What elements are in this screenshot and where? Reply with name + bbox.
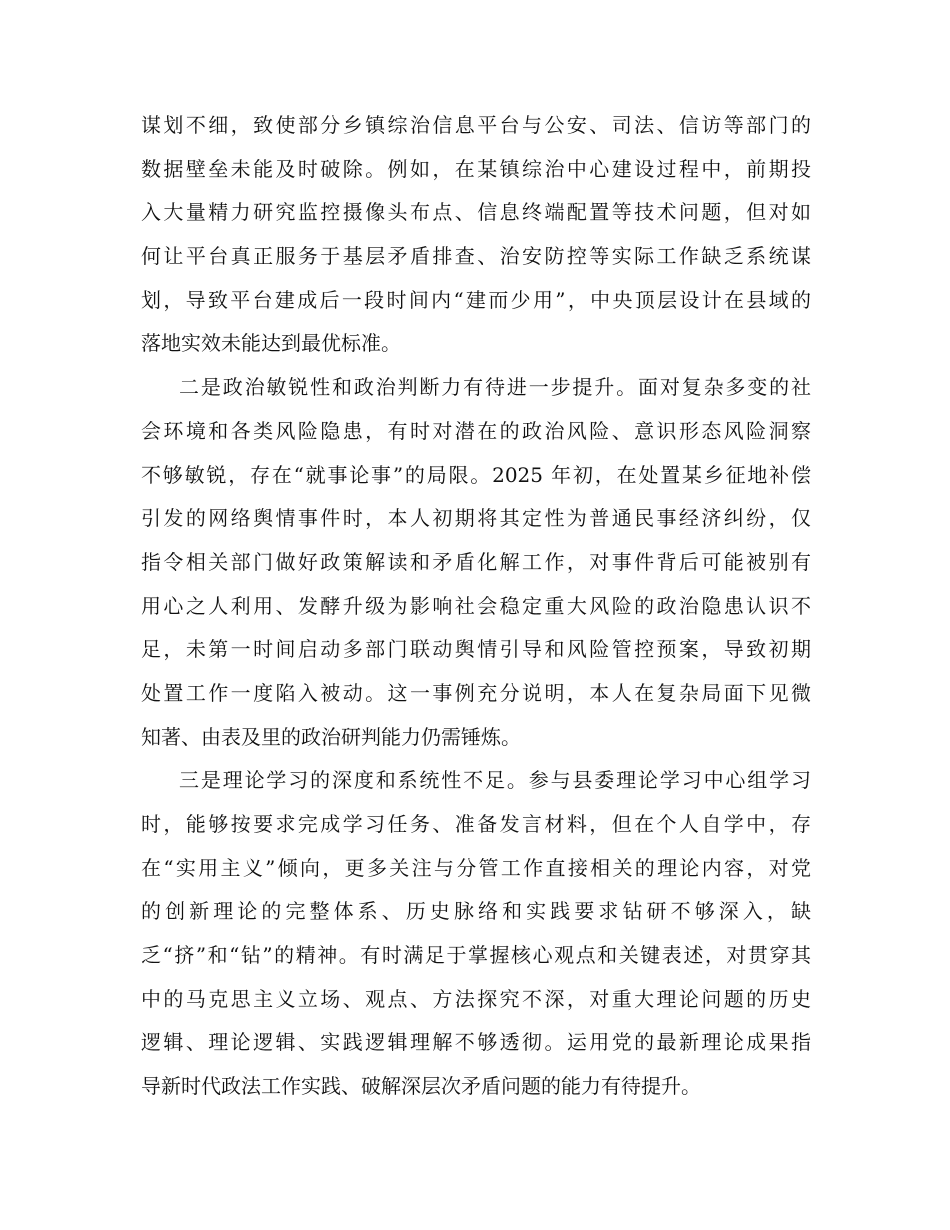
text-line: 三是理论学习的深度和系统性不足。参与县委理论学习中心组学习	[179, 768, 811, 793]
text-line: 处置工作一度陷入被动。这一事例充分说明，本人在复杂局面下见微	[141, 680, 811, 705]
text-line: 乏“挤”和“钻”的精神。有时满足于掌握核心观点和关键表述，对贯穿其	[141, 943, 811, 968]
text-line: 会环境和各类风险隐患，有时对潜在的政治风险、意识形态风险洞察	[141, 418, 811, 443]
paragraph-3	[141, 759, 811, 1109]
text-line: 足，未第一时间启动多部门联动舆情引导和风险管控预案，导致初期	[141, 637, 811, 662]
text-line: 谋划不细，致使部分乡镇综治信息平台与公安、司法、信访等部门的	[141, 113, 811, 137]
text-line: 逻辑、理论逻辑、实践逻辑理解不够透彻。运用党的最新理论成果指	[141, 1030, 811, 1055]
text-line: 数据壁垒未能及时破除。例如，在某镇综治中心建设过程中，前期投	[141, 156, 811, 181]
text-line: 何让平台真正服务于基层矛盾排查、治安防控等实际工作缺乏系统谋	[141, 244, 811, 269]
text-line: 划，导致平台建成后一段时间内“建而少用”，中央顶层设计在县域的	[141, 287, 811, 312]
text-line: 时，能够按要求完成学习任务、准备发言材料，但在个人自学中，存	[141, 812, 811, 836]
text-line: 不够敏锐，存在“就事论事”的局限。2025 年初，在处置某乡征地补偿	[141, 462, 811, 487]
paragraph-2	[141, 366, 811, 759]
body-text	[141, 104, 811, 1109]
text-line: 指令相关部门做好政策解读和矛盾化解工作，对事件背后可能被别有	[141, 549, 811, 574]
text-line: 入大量精力研究监控摄像头布点、信息终端配置等技术问题，但对如	[141, 200, 811, 225]
paragraph-1	[141, 104, 811, 366]
text-line: 落地实效未能达到最优标准。	[141, 331, 401, 356]
text-line: 导新时代政法工作实践、破解深层次矛盾问题的能力有待提升。	[141, 1074, 701, 1099]
text-line: 在“实用主义”倾向，更多关注与分管工作直接相关的理论内容，对党	[141, 855, 811, 880]
text-line: 用心之人利用、发酵升级为影响社会稳定重大风险的政治隐患认识不	[141, 593, 811, 618]
text-line: 引发的网络舆情事件时，本人初期将其定性为普通民事经济纠纷，仅	[141, 506, 811, 531]
text-line: 知著、由表及里的政治研判能力仍需锤炼。	[141, 724, 521, 749]
text-line: 中的马克思主义立场、观点、方法探究不深，对重大理论问题的历史	[141, 986, 811, 1011]
text-line: 二是政治敏锐性和政治判断力有待进一步提升。面对复杂多变的社	[179, 375, 811, 400]
text-line: 的创新理论的完整体系、历史脉络和实践要求钻研不够深入，缺	[141, 899, 811, 924]
